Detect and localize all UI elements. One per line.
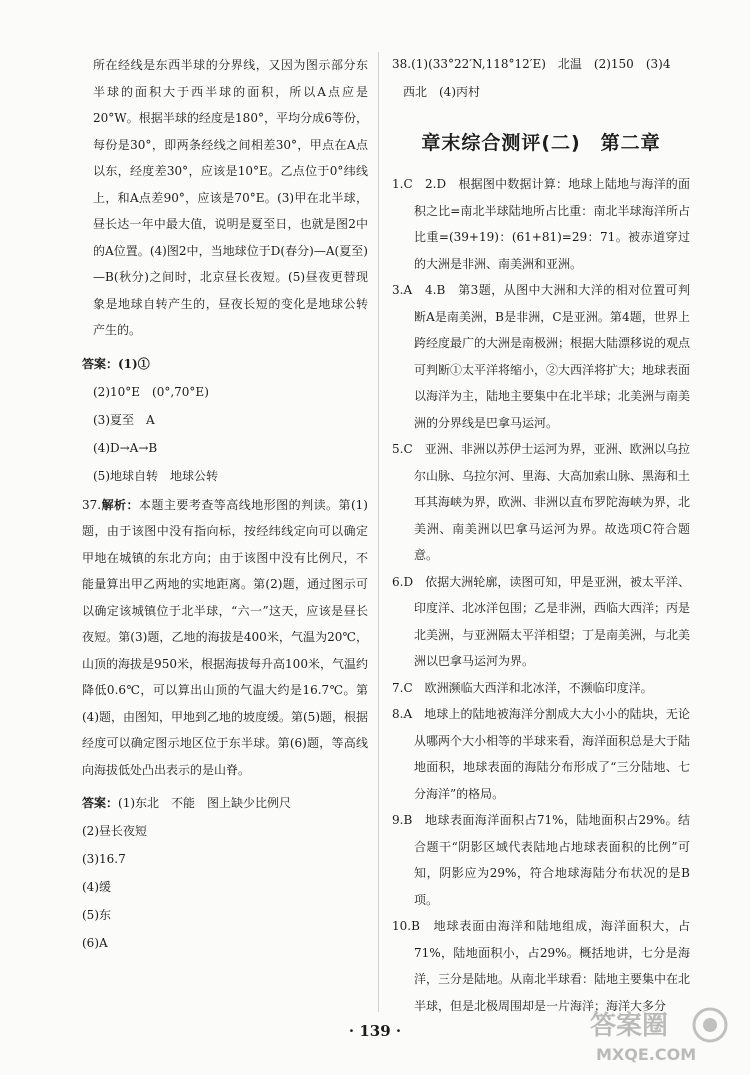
answer-item: 7.C 欧洲濒临大西洋和北冰洋，不濒临印度洋。 bbox=[392, 680, 653, 695]
answer-line: (4)D→A→B bbox=[93, 440, 158, 455]
watermark-logo bbox=[582, 1001, 732, 1067]
right-column bbox=[392, 52, 690, 1019]
answer-line: (3)16.7 bbox=[82, 852, 126, 866]
explanation-paragraph: 所在经线是东西半球的分界线，又因为图示部分东半球的面积大于西半球的面积，所以A点应是20°W。根据半球的经度是180°，平均分成6等份，每份是30°，即两条经线之间相差30°，甲点在A点以东，经度差30°，应该是10°E。乙点位于0°纬线上，和A点差90°，应该是70°E。(3)甲在北半球，昼长达一年中最大值，说明是夏至日，也就是图2中的A位置。(4)图2中，当地球位于D(春分)—A(夏至)—B(秋分)之间时，北京昼长夜短。(5)昼夜更替现象是地球自转产生的，昼夜长短的变化是地球公转产生的。 bbox=[93, 58, 368, 337]
answer-item: 3.A 4.B 第3题，从图中大洲和大洋的相对位置可判断A是南美洲，B是非洲，C是亚洲。第4题，世界上跨经度最广的大洲是南极洲；根据大陆漂移说的观点可判断①太平洋将缩小，②大西洋将扩大；地球表面以海洋为主，陆地主要集中在北半球；北美洲与南美洲的分界线是巴拿马运河。 bbox=[392, 283, 691, 430]
answer-line: (2)昼长夜短 bbox=[82, 824, 147, 838]
answer-label: 答案： bbox=[82, 796, 119, 810]
answer-line: (3)夏至 A bbox=[93, 412, 155, 427]
answer-line: (6)A bbox=[82, 936, 108, 950]
left-column bbox=[82, 52, 368, 957]
answer-item: 5.C 亚洲、非洲以苏伊士运河为界，亚洲、欧洲以乌拉尔山脉、乌拉尔河、里海、大高加索山脉、黑海和土耳其海峡为界，欧洲、非洲以直布罗陀海峡为界，北美洲、南美洲以巴拿马运河为界。故选项C符合题意。 bbox=[392, 442, 691, 562]
answer-line: 答案：(1)① bbox=[82, 356, 150, 371]
column-divider bbox=[378, 52, 379, 1012]
answer-line: (5)地球自转 地球公转 bbox=[93, 468, 218, 483]
answer-item: 1.C 2.D 根据图中数据计算：地球上陆地与海洋的面积之比=南北半球陆地所占比重：南北半球海洋所占比重=(39+19)：(61+81)=29：71。被赤道穿过的大洲是非洲、南美洲和亚洲。 bbox=[392, 177, 690, 271]
answer-line bbox=[82, 789, 368, 817]
answer-item: 10.B 地球表面由海洋和陆地组成，海洋面积大，占71%，陆地面积小，占29%。概括地讲，七分是海洋，三分是陆地。从南北半球看：陆地主要集中在北半球，但是北极周围却是一片海洋；海洋大多分 bbox=[392, 919, 691, 1013]
question-37 bbox=[82, 492, 368, 784]
answer-line: (4)缓 bbox=[82, 880, 111, 894]
question-number: 37. bbox=[82, 497, 102, 512]
watermark-bottom-text: MXQE.COM bbox=[596, 1045, 697, 1064]
answer-item: 6.D 依据大洲轮廓，读图可知，甲是亚洲，被太平洋、印度洋、北冰洋包围；乙是非洲，西临大西洋；丙是北美洲，与亚洲隔太平洋相望；丁是南美洲，与北美洲以巴拿马运河为界。 bbox=[392, 574, 691, 668]
question-38-continued: 西北 (4)丙村 bbox=[403, 85, 480, 99]
page-number: · 139 · bbox=[348, 1022, 402, 1040]
analysis-label: 解析： bbox=[101, 497, 139, 512]
question-38: 38.(1)(33°22′N,118°12′E) 北温 (2)150 (3)4 bbox=[392, 57, 671, 71]
answer-line: (5)东 bbox=[82, 908, 111, 922]
answer-item: 9.B 地球表面海洋面积占71%，陆地面积占29%。结合题干“阴影区域代表陆地占地球表面积的比例”可知，阴影应为29%，符合地球海陆分布状况的是B项。 bbox=[392, 813, 690, 907]
answer-item: 8.A 地球上的陆地被海洋分割成大大小小的陆块，无论从哪两个大小相等的半球来看，海洋面积总是大于陆地面积，地球表面的海陆分布形成了“三分陆地、七分海洋”的格局。 bbox=[392, 707, 691, 801]
analysis-text: 本题主要考查等高线地形图的判读。第(1)题，由于该图中没有指向标，按经纬线定向可以确定甲地在城镇的东北方向；由于该图中没有比例尺，不能量算出甲乙两地的实地距离。第(2)题，通过图示可以确定该城镇位于北半球，“六一”这天，应该是昼长夜短。第(3)题，乙地的海拔是400米，气温为20℃，山顶的海拔是950米，根据海拔每升高100米，气温约降低0.6℃，可以算出山顶的气温大约是16.7℃。第(4)题，由图知，甲地到乙地的坡度缓。第(5)题，根据经度可以确定图示地区位于东半球。第(6)题，等高线向海拔低处凸出表示的是山脊。 bbox=[82, 497, 368, 777]
answer-text: (1)东北 不能 图上缺少比例尺 bbox=[118, 796, 292, 810]
watermark-top-text: 答案圈 bbox=[590, 1011, 669, 1041]
section-title: 章末综合测评(二) 第二章 bbox=[421, 132, 661, 154]
answer-line: (2)10°E (0°,70°E) bbox=[93, 384, 209, 399]
